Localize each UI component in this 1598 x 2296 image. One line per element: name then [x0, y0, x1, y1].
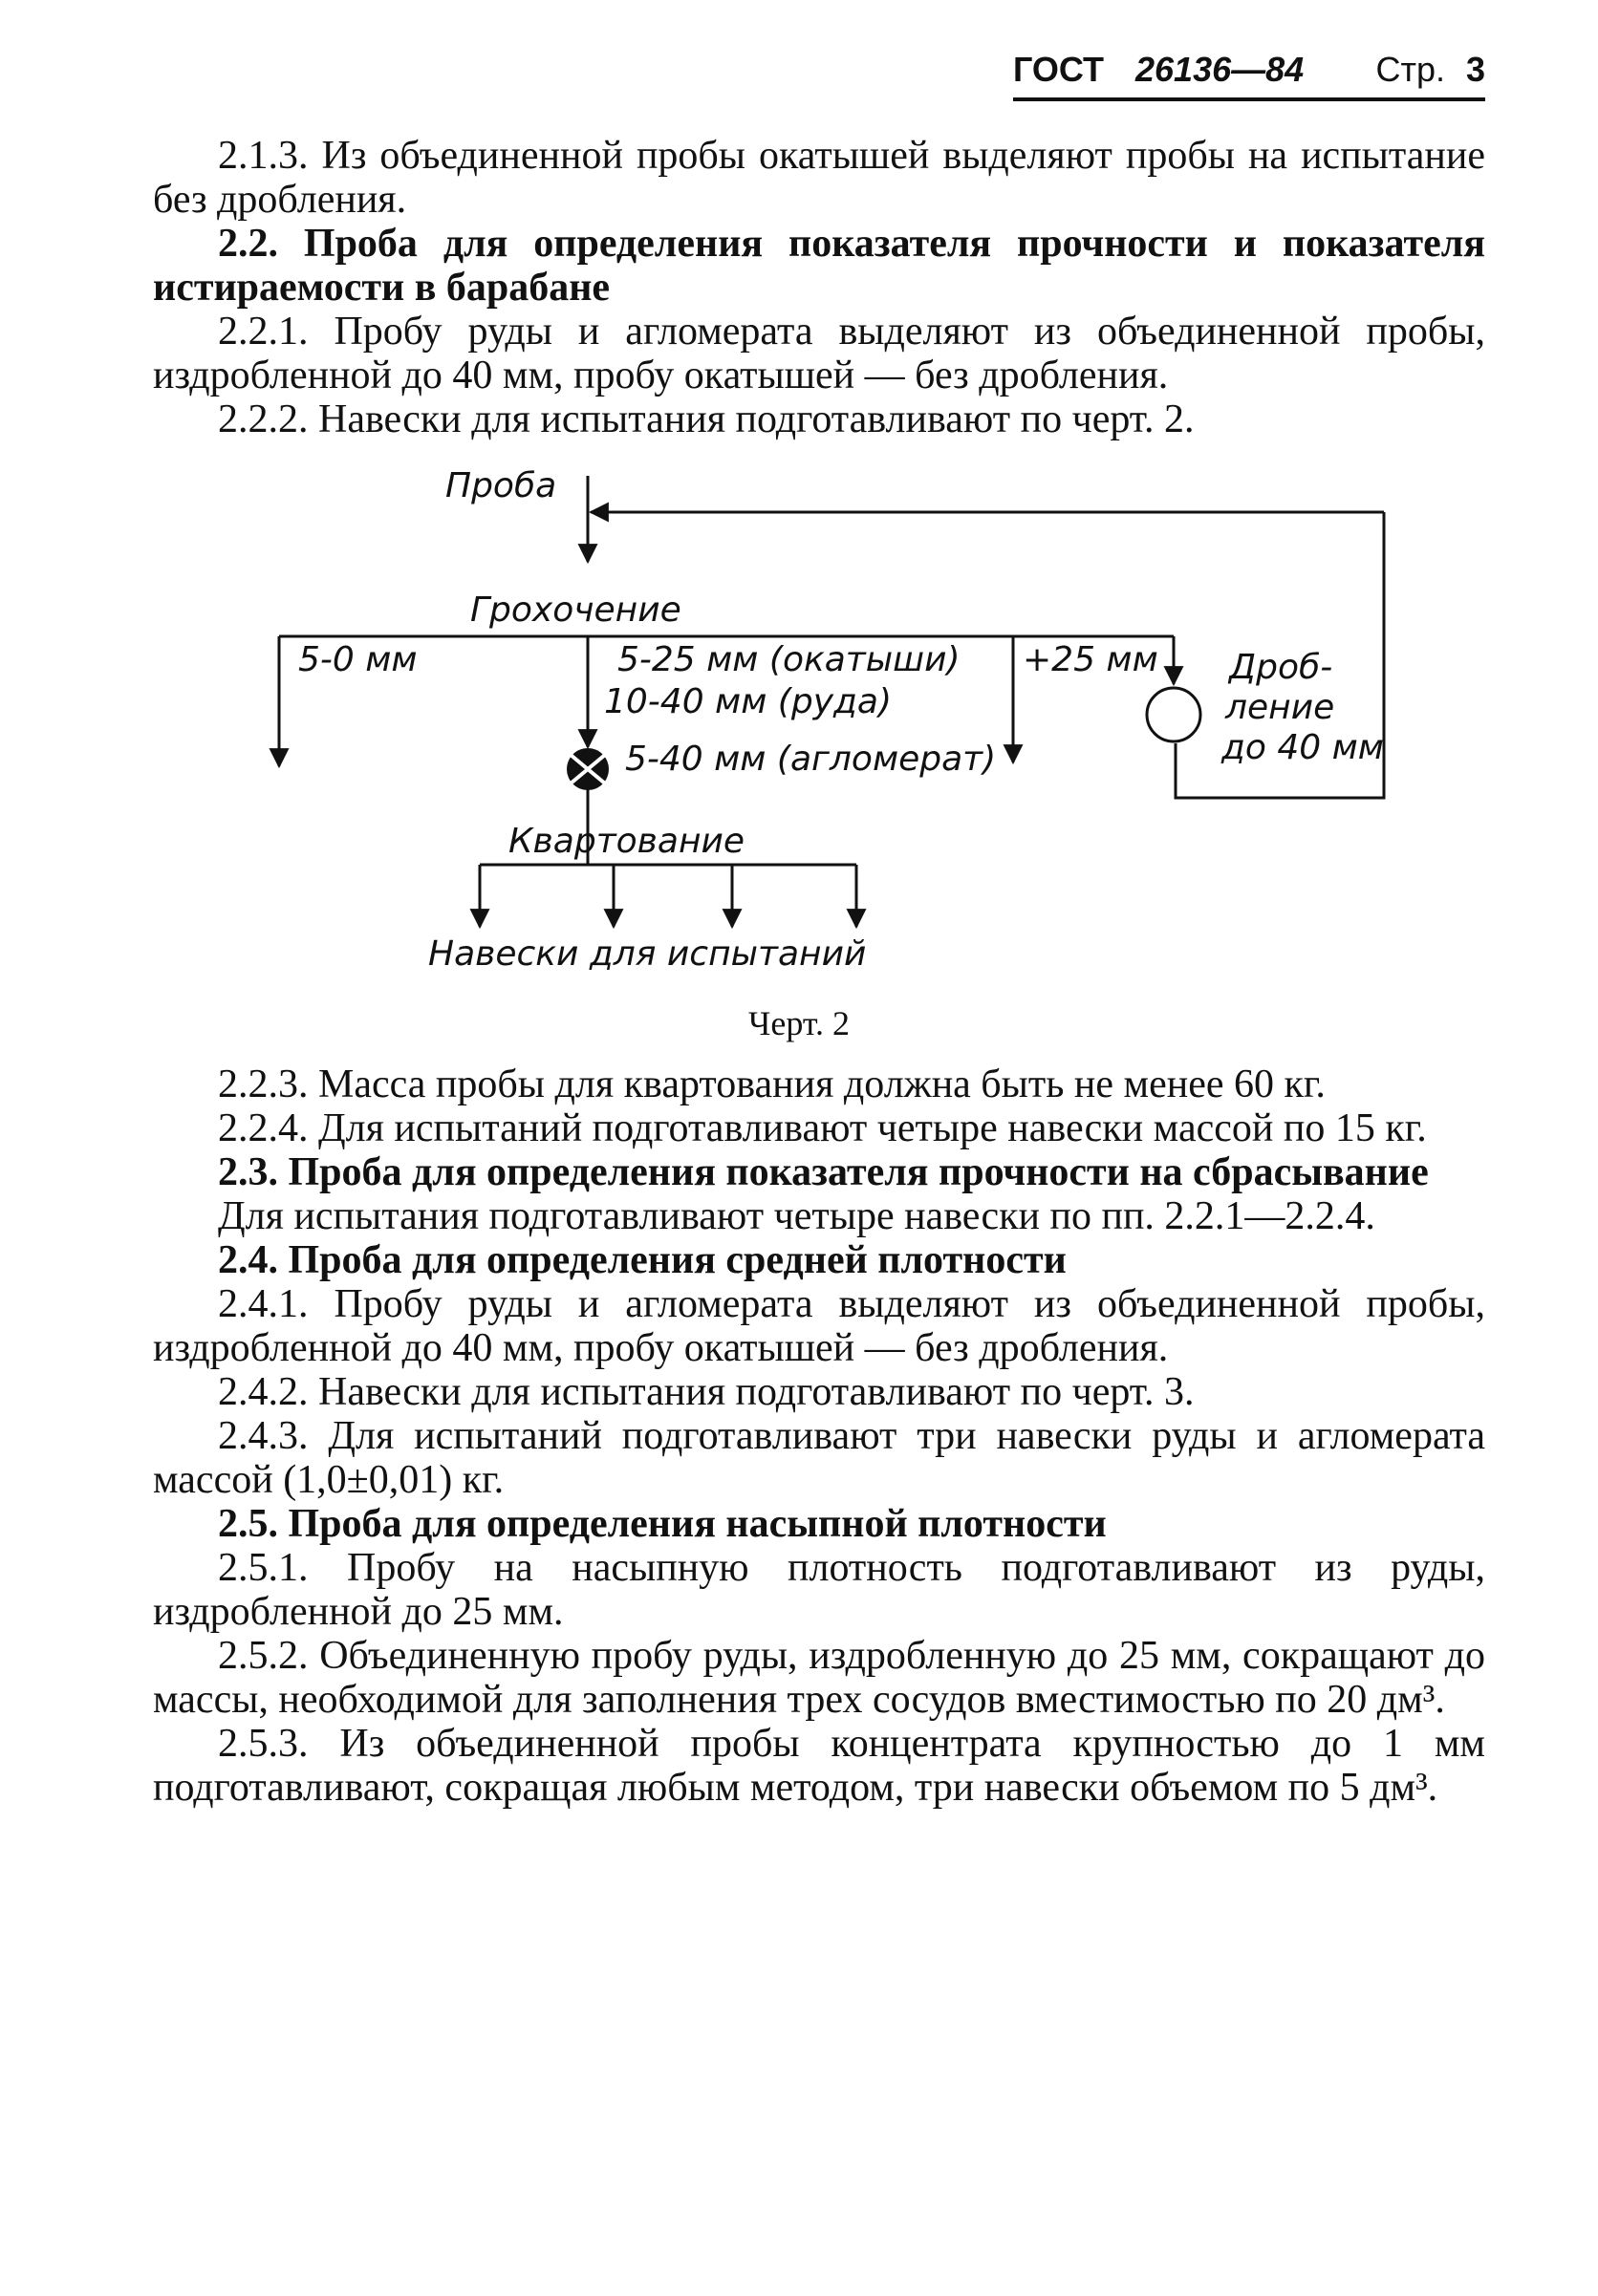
clause-text: Проба для определения показателя прочности на сбрасывание	[288, 1150, 1429, 1194]
clause-number: 2.4.2.	[218, 1370, 309, 1414]
label-fraction-pellets: 5-25 мм (окатыши)	[617, 640, 961, 679]
page-label: Стр.	[1375, 50, 1445, 89]
clause-text: Для испытаний подготавливают четыре навески массой по 15 кг.	[318, 1106, 1427, 1150]
page-indicator	[1375, 50, 1485, 90]
page-header	[1013, 50, 1485, 101]
clause-number: 2.4.3.	[218, 1414, 309, 1458]
section-heading	[153, 1150, 1485, 1194]
clause-number: 2.5.	[218, 1502, 278, 1546]
clause-text: Пробу руды и агломерата выделяют из объединенной пробы, издробленной до 40 мм, пробу окатышей — без дробления.	[153, 1282, 1485, 1370]
label-fraction-ore: 10-40 мм (руда)	[604, 682, 893, 721]
paragraph	[153, 1106, 1485, 1150]
divider-symbol	[567, 748, 609, 790]
clause-number: 2.4.	[218, 1238, 278, 1282]
flow-diagram	[258, 459, 1405, 994]
clause-text: Пробу на насыпную плотность подготавливают из руды, издробленной до 25 мм.	[153, 1546, 1486, 1634]
label-quartering: Квартование	[508, 822, 745, 861]
paragraph: 2.2.1. Пробу руды и агломерата выделяют из объединенной пробы, издробленной до 40 мм, пробу окатышей — без дробления.	[153, 310, 1485, 397]
section-heading	[153, 1502, 1485, 1546]
paragraph	[153, 1414, 1485, 1502]
label-crushing-2: ление	[1225, 688, 1335, 727]
clause-text: Из объединенной пробы концентрата крупностью до 1 мм подготавливают, сокращая любым методом, три навески объемом по 5 дм³.	[153, 1722, 1486, 1810]
clause-text: Навески для испытания подготавливают по черт. 3.	[318, 1370, 1195, 1414]
clause-text: Для испытаний подготавливают три навески руды и агломерата массой (1,0±0,01) кг.	[153, 1414, 1486, 1502]
paragraph	[153, 1282, 1485, 1370]
label-crushing-3: до 40 мм	[1221, 728, 1384, 767]
paragraph	[153, 1370, 1485, 1414]
clause-text: Проба для определения насыпной плотности	[288, 1502, 1107, 1546]
clause-number: 2.5.1.	[218, 1546, 309, 1590]
paragraph	[153, 1194, 1485, 1238]
label-fraction-oversize: +25 мм	[1023, 640, 1158, 679]
figure-caption: Черт. 2	[748, 1004, 850, 1042]
clause-number: 2.3.	[218, 1150, 278, 1194]
paragraph	[153, 1546, 1485, 1634]
section-heading	[153, 1238, 1485, 1282]
label-fraction-agglomerate: 5-40 мм (агломерат)	[625, 740, 997, 779]
paragraph: 2.2.2. Навески для испытания подготавливают по черт. 2.	[218, 397, 1195, 441]
page-number: 3	[1465, 50, 1485, 89]
label-fraction-fine: 5-0 мм	[298, 640, 418, 679]
clause-text: Объединенную пробу руды, издробленную до 25 мм, сокращают до массы, необходимой для заполнения трех сосудов вместимостью по 20 дм³.	[153, 1634, 1485, 1722]
paragraph: 2.1.3. Из объединенной пробы окатышей выделяют пробы на испытание без дробления.	[153, 134, 1485, 222]
clause-number: 2.5.2.	[218, 1634, 309, 1678]
text-block-upper	[153, 134, 1485, 441]
clause-number: 2.5.3.	[218, 1722, 309, 1766]
standard-label: ГОСТ	[1013, 50, 1105, 89]
label-samples: Навески для испытаний	[428, 934, 867, 974]
text-block-lower	[153, 1062, 1485, 1810]
crusher-symbol	[1147, 688, 1200, 741]
paragraph	[153, 1722, 1485, 1810]
clause-text: Масса пробы для квартования должна быть не менее 60 кг.	[318, 1062, 1326, 1106]
clause-text: Для испытания подготавливают четыре навески по пп. 2.2.1—2.2.4.	[218, 1194, 1375, 1238]
standard-number: 26136—84	[1135, 50, 1305, 89]
label-crushing-1: Дроб-	[1229, 648, 1333, 687]
label-screening: Грохочение	[470, 590, 681, 630]
section-heading: 2.2. Проба для определения показателя прочности и показателя истираемости в барабане	[153, 222, 1485, 310]
clause-text: Проба для определения средней плотности	[288, 1238, 1067, 1282]
clause-number: 2.2.3.	[218, 1062, 309, 1106]
clause-number: 2.2.4.	[218, 1106, 309, 1150]
paragraph	[153, 1062, 1485, 1106]
clause-number: 2.4.1.	[218, 1282, 309, 1326]
paragraph	[153, 1634, 1485, 1722]
label-proba: Проба	[445, 466, 557, 505]
